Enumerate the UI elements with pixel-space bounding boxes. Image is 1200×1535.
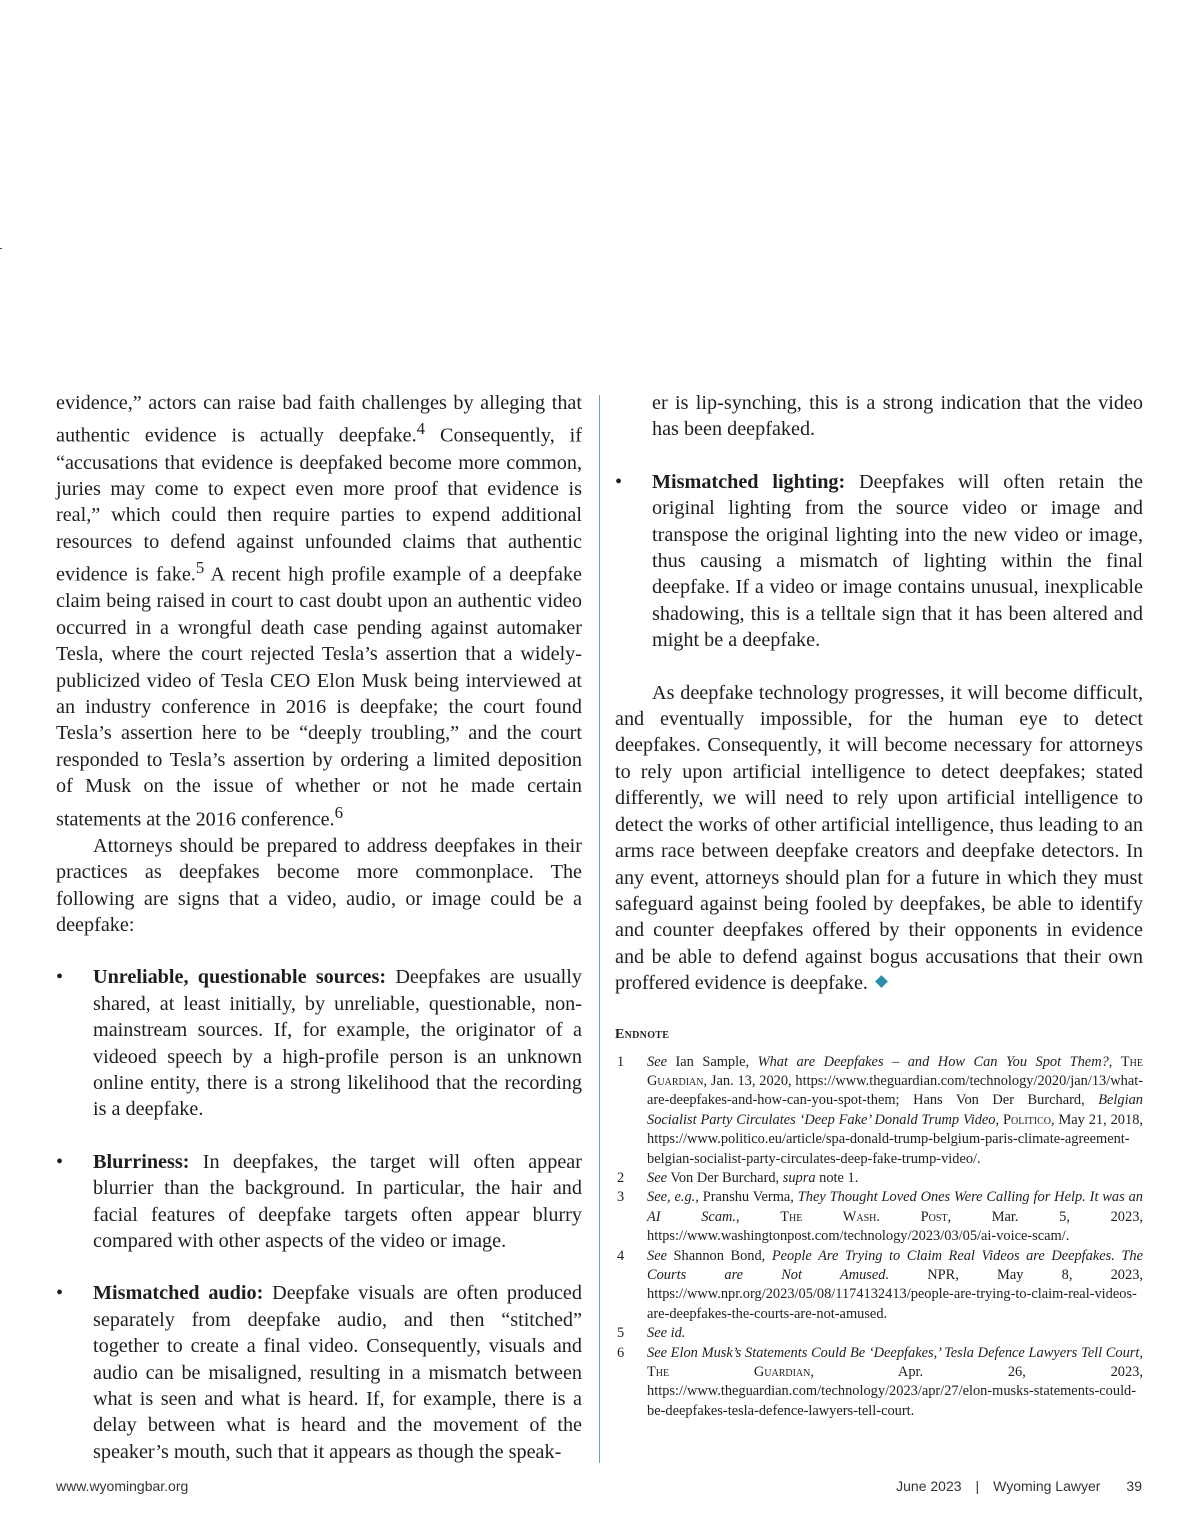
- endnote-item: [615, 1324, 1143, 1343]
- text-run: What are Deepfakes – and How Can You Spot Them?: [757, 1053, 1109, 1070]
- text-run: , Jan. 13, 2020, https://www.theguardian.com/technology/2020/jan/13/what-are-deepfakes-and-how-can-you-spot-them; Hans Von Der Burchard,: [647, 1072, 1143, 1109]
- text-run: A recent high profile example of a deepfake claim being raised in court to cast doubt upon an authentic video occurred in a wrongful death case pending against automaker Tesla, where the court rejected Tesla’s assertion that a widely-publicized video of Tesla CEO Elon Musk being interviewed at an industry conference in 2016 is deepfake; the court found Tesla’s assertion here to be “deeply troubling,” and the court responded to Tesla’s assertion by ordering a limited deposition of Musk on the issue of whether or not he made certain statements at the 2016 conference.: [56, 563, 582, 831]
- text-run: See: [647, 1053, 667, 1070]
- footnote-ref-5: 5: [195, 558, 205, 578]
- right-column: [615, 390, 1143, 1421]
- column-divider: [599, 395, 600, 1463]
- text-run: See: [647, 1169, 667, 1186]
- text-run: The Wash. Post: [780, 1208, 948, 1225]
- edge-mark: [0, 248, 2, 249]
- end-mark-icon: [875, 975, 888, 988]
- bullet-title: Unreliable, questionable sources:: [93, 966, 387, 989]
- text-run: er is lip-synching, this is a strong indication that the video has been deepfaked.: [652, 392, 1143, 441]
- endnote-number: 1: [617, 1053, 625, 1070]
- text-run: See: [647, 1247, 667, 1264]
- text-run: See, e.g.,: [647, 1189, 699, 1206]
- left-column: [56, 390, 582, 1465]
- endnote-heading: Endnote: [615, 1026, 670, 1042]
- endnote-number: 6: [617, 1344, 625, 1361]
- page-number: 39: [1126, 1478, 1142, 1494]
- bullet-text: Deepfake visuals are often produced separately from deepfake audio, and then “stitched” together to create a final video. Consequently, visuals and audio can be misaligned, resulting in a mismatch between what is seen and what is heard. If, for example, there is a delay between what is heard and the movement of the speaker’s mouth, such that it appears as though the speak-: [93, 1282, 582, 1463]
- text-run: Shannon Bond,: [666, 1247, 772, 1264]
- text-run: , May 21, 2018, https://www.politico.eu/article/spa-donald-trump-belgium-paris-climate-agreement-belgian-socialist-party-circulates-deep-fake-trump-video/.: [647, 1111, 1143, 1167]
- bullet-icon: •: [56, 966, 64, 989]
- bullet-text: Deepfakes are usually shared, at least initially, by unreliable, questionable, non-mainstream sources. If, for example, the originator of a videoed speech by a high-profile person is an unknown online entity, there is a strong likelihood that the recording is a deepfake.: [93, 966, 582, 1121]
- bullet-continuation: [615, 390, 1143, 443]
- text-run: Consequently, if “accusations that evidence is deepfaked become more common, juries may come to expect even more proof that evidence is real,” which could then require parties to expend additional resources to defend against unfounded claims that authentic evidence is fake.: [56, 425, 582, 586]
- endnote-item: [615, 1169, 1143, 1188]
- endnote-item: [615, 1188, 1143, 1246]
- bullet-title: Mismatched lighting:: [652, 470, 846, 493]
- bullet-icon: •: [56, 1282, 64, 1305]
- text-run: ,: [1108, 1053, 1121, 1070]
- endnote-number: 2: [617, 1169, 625, 1186]
- footer-issue-info: [896, 1478, 1142, 1494]
- bullet-title: Blurriness:: [93, 1150, 190, 1173]
- bullet-text: In deepfakes, the target will often appear blurrier than the background. In particular, the hair and facial features of deepfake targets often appear blurry compared with other aspects of the video or image.: [93, 1150, 582, 1252]
- bullet-text: Deepfakes will often retain the original lighting from the source video or image and transpose the original lighting into the new video or image, thus causing a mismatch of lighting within the final deepfake. If a video or image contains unusual, inexplicable shadowing, this is a telltale sign that it has been altered and might be a deepfake.: [652, 470, 1143, 652]
- text-run: See id.: [647, 1325, 686, 1342]
- text-run: People Are Trying to Claim Real Videos are Deepfakes. The Courts are Not Amused.: [647, 1247, 1143, 1283]
- body-paragraph: Attorneys should be prepared to address deepfakes in their practices as deepfakes become more commonplace. The following are signs that a video, audio, or image could be a deepfake:: [56, 834, 582, 936]
- text-run: supra: [782, 1169, 816, 1186]
- text-run: evidence,” actors can raise bad faith challenges by alleging that authentic evidence is actually deepfake.: [56, 392, 582, 448]
- bullet-item-audio: [56, 1280, 582, 1465]
- text-run: ,: [1139, 1344, 1143, 1361]
- text-run: NPR, May 8, 2023, https://www.npr.org/2023/05/08/1174132413/people-are-trying-to-claim-real-videos-are-deepfakes-the-courts-are-not-amused.: [647, 1267, 1143, 1322]
- conclusion-paragraph: [615, 680, 1143, 997]
- text-run: The Guardian: [647, 1053, 1143, 1089]
- text-run: Ian Sample,: [666, 1053, 758, 1070]
- text-run: See Elon Musk’s Statements Could Be ‘Deepfakes,’ Tesla Defence Lawyers Tell Court: [647, 1344, 1140, 1361]
- endnote-number: 3: [617, 1189, 625, 1206]
- text-run: , Mar. 5, 2023, https://www.washingtonpost.com/technology/2023/03/05/ai-voice-scam/.: [647, 1208, 1143, 1245]
- endnote-item: [615, 1053, 1143, 1169]
- text-run: The Guardian: [647, 1364, 811, 1381]
- bullet-item-blurriness: [56, 1149, 582, 1255]
- text-run: As deepfake technology progresses, it will become difficult, and eventually impossible, for the human eye to detect deepfakes. Consequently, it will become necessary for attorneys to rely upon artificial intelligence to detect deepfakes; stated differently, we will need to rely upon artificial intelligence to detect the works of other artificial intelligence, thus leading to an arms race between deepfake creators and deepfake detectors. In any event, attorneys should plan for a future in which they must safeguard against being fooled by deepfakes, be able to identify and counter deepfakes offered by their opponents in evidence and be able to defend against bogus accusations that their own proffered evidence is deepfake.: [615, 681, 1143, 995]
- text-run: Pranshu Verma,: [698, 1189, 798, 1206]
- endnote-number: 4: [617, 1247, 625, 1264]
- body-paragraph: [56, 390, 582, 833]
- text-run: note 1.: [815, 1169, 859, 1186]
- text-run: ,: [736, 1208, 781, 1225]
- endnote-number: 5: [617, 1325, 625, 1342]
- footer-publication: Wyoming Lawyer: [993, 1478, 1101, 1494]
- text-run: Von Der Burchard,: [666, 1169, 783, 1186]
- bullet-item-sources: [56, 964, 582, 1122]
- bullet-icon: •: [56, 1150, 64, 1173]
- bullet-icon: •: [615, 470, 623, 493]
- endnote-item: [615, 1247, 1143, 1325]
- text-run: They Thought Loved Ones Were Calling for Help. It was an AI Scam.: [647, 1189, 1144, 1225]
- footer-separator: |: [975, 1478, 980, 1494]
- text-run: Belgian Socialist Party Circulates ‘Deep Fake’ Donald Trump Video: [647, 1092, 1143, 1128]
- footnote-ref-6: 6: [334, 802, 344, 822]
- text-run: ,: [995, 1111, 1003, 1128]
- text-run: Politico: [1003, 1111, 1051, 1128]
- bullet-item-lighting: [615, 469, 1143, 654]
- footer-issue: June 2023: [896, 1478, 962, 1494]
- footer-website[interactable]: www.wyomingbar.org: [56, 1478, 189, 1494]
- endnote-item: [615, 1344, 1143, 1422]
- footnote-ref-4: 4: [416, 419, 426, 439]
- bullet-title: Mismatched audio:: [93, 1282, 264, 1305]
- text-run: , Apr. 26, 2023, https://www.theguardian.com/technology/2023/apr/27/elon-musks-statements-could-be-deepfakes-tesla-defence-lawyers-tell-court.: [647, 1364, 1143, 1419]
